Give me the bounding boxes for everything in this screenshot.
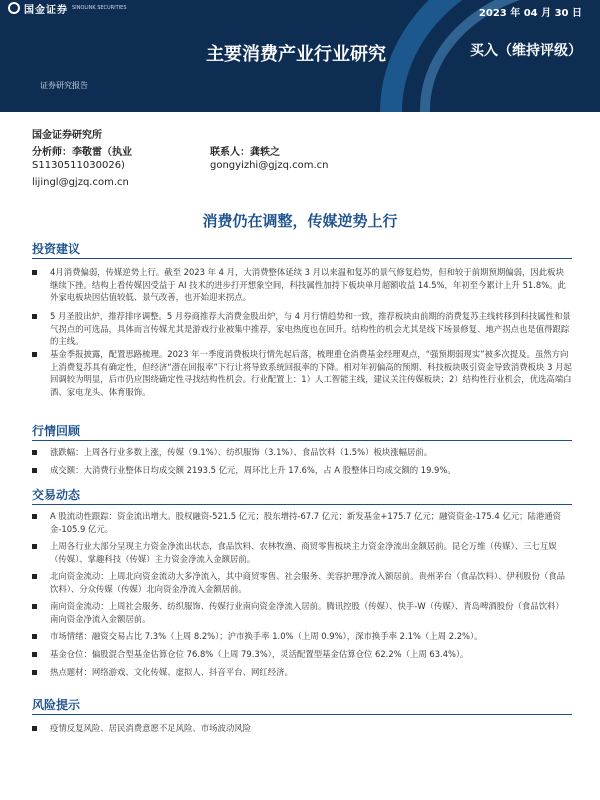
list-item: 南向资金流动：上周社会服务、纺织服饰、传媒行业南向资金净流入居前。腾讯控股（传媒）、快手-W（传媒）、青岛啤酒股份（食品饮料）南向资金净流入金额居前。 [32, 600, 572, 625]
logo-icon [8, 2, 20, 14]
analyst-name: 分析师：李敬雷（执业 [32, 147, 132, 158]
bullet-square-icon [32, 574, 37, 579]
report-title: 主要消费产业行业研究 [206, 44, 386, 65]
bullet-square-icon [32, 270, 37, 275]
section-trading-title: 交易动态 [32, 488, 81, 502]
list-item: A 股流动性跟踪：资金流出增大。股权融资-521.5 亿元；股东增持-67.7 亿元；新发基金+175.7 亿元；融资资金-175.4 亿元；陆港通资金-105.9 亿元。 [32, 510, 572, 535]
report-date: 2023 年 04 月 30 日 [478, 8, 582, 19]
report-banner [0, 0, 600, 112]
analyst-email[interactable]: lijingl@gjzq.com.cn [32, 177, 129, 188]
bullet-square-icon [32, 450, 37, 455]
list-item: 4月消费偏弱，传媒逆势上行。截至 2023 年 4 月，大消费整体延续 3 月以来温和复苏的景气修复趋势，但和较于前期预期偏弱，因此板块继续下挫。结构上看传媒因受益于 AI 技术的进步打开想象空间，科技属性加持下板块单月超额收益 14.5%，年初至今累计上升 51.8%。此外家电板块因估值较低、景气改善，也开始迎来拐点。 [32, 266, 572, 304]
bullet-square-icon [32, 652, 37, 657]
section-invest-title: 投资建议 [32, 242, 81, 256]
bullet-square-icon [32, 352, 37, 357]
bullet-square-icon [32, 468, 37, 473]
section-divider [32, 714, 572, 715]
list-item: 市场情绪：融资交易占比 7.3%（上周 8.2%）；沪市换手率 1.0%（上周 0.9%），深市换手率 2.1%（上周 2.2%）。 [32, 630, 572, 643]
list-item: 上周各行业大部分呈现主力资金净流出状态，食品饮料、农林牧渔、商贸零售板块主力资金净流出金额居前。昆仑万维（传媒）、三七互娱（传媒）、掌趣科技（传媒）主力资金净流入金额居前。 [32, 540, 572, 565]
section-market-title: 行情回顾 [32, 424, 81, 438]
contact-name: 联系人：龚轶之 [210, 147, 280, 158]
rating-badge: 买入（维持评级） [470, 43, 582, 59]
list-item: 基金仓位：偏股混合型基金估算仓位 76.8%（上周 79.3%），灵活配置型基金估算仓位 62.2%（上周 63.4%）。 [32, 648, 572, 661]
list-item: 涨跌幅：上周各行业多数上涨，传媒（9.1%）、纺织服饰（3.1%）、食品饮料（1.5%）板块涨幅居前。 [32, 446, 572, 459]
analyst-id: S1130511030026) [32, 160, 125, 171]
bullet-square-icon [32, 634, 37, 639]
list-item: 北向资金流动：上周北向资金流动大多净流入，其中商贸零售、社会服务、美容护理净流入额居前。贵州茅台（食品饮料）、伊利股份（食品饮料）、分众传媒（传媒）北向资金净流入金额居前。 [32, 570, 572, 595]
contact-email[interactable]: gongyizhi@gjzq.com.cn [210, 160, 329, 171]
list-item: 成交额：大消费行业整体日均成交额 2193.5 亿元，周环比上升 17.6%，占 A 股整体日均成交额的 19.9%。 [32, 464, 572, 477]
section-divider [32, 440, 572, 441]
bullet-square-icon [32, 314, 37, 319]
bullet-square-icon [32, 544, 37, 549]
section-divider [32, 504, 572, 505]
logo-name: 国金证券 [24, 4, 68, 16]
institute-name: 国金证券研究所 [32, 130, 102, 141]
bullet-square-icon [32, 670, 37, 675]
list-item: 基金季报披露，配置思路梳理。2023 年一季度消费板块行情先起后落，梳理重仓消费基金经理观点，“强预期弱现实”被多次提及。虽然方向上消费复苏具有确定性，但经济“潜在回报率”下行让将导致系统回报率的下降。相对年初偏高的预期、科技板块吸引资金导致消费板块 3 月起回调较为明显，后市仍应围绕确定性寻找结构性机会。行业配置上：1）人工智能主线，建议关注传媒板块；2）结构性行业机会，优选高端白酒、家电龙头、体育服饰。 [32, 348, 572, 398]
list-item: 热点题材：网络游戏、文化传媒、虚拟人、抖音平台、网红经济。 [32, 666, 572, 679]
company-logo [8, 0, 127, 16]
logo-en: SINOLINK SECURITIES [72, 5, 127, 11]
bullet-square-icon [32, 726, 37, 731]
bullet-square-icon [32, 604, 37, 609]
section-risk-title: 风险提示 [32, 698, 81, 712]
section-divider [32, 258, 572, 259]
list-item: 疫情反复风险、居民消费意愿不足风险、市场波动风险 [32, 722, 572, 735]
bullet-square-icon [32, 514, 37, 519]
report-subtitle: 消费仍在调整，传媒逆势上行 [202, 212, 398, 230]
report-type-tag: 证券研究报告 [40, 81, 88, 90]
list-item: 5 月圣股出炉，推荐排序调整。5 月券商推荐大消费金股出炉，与 4 月行情趋势和一致，推荐板块由前期的消费复苏主线转移到科技属性和景气拐点的可选品，具体而言传媒尤其是游戏行业被集中推荐，家电热度也在回升。结构性的机会尤其是线下场景修复、地产拐点也是值得跟踪的主线。 [32, 310, 572, 348]
